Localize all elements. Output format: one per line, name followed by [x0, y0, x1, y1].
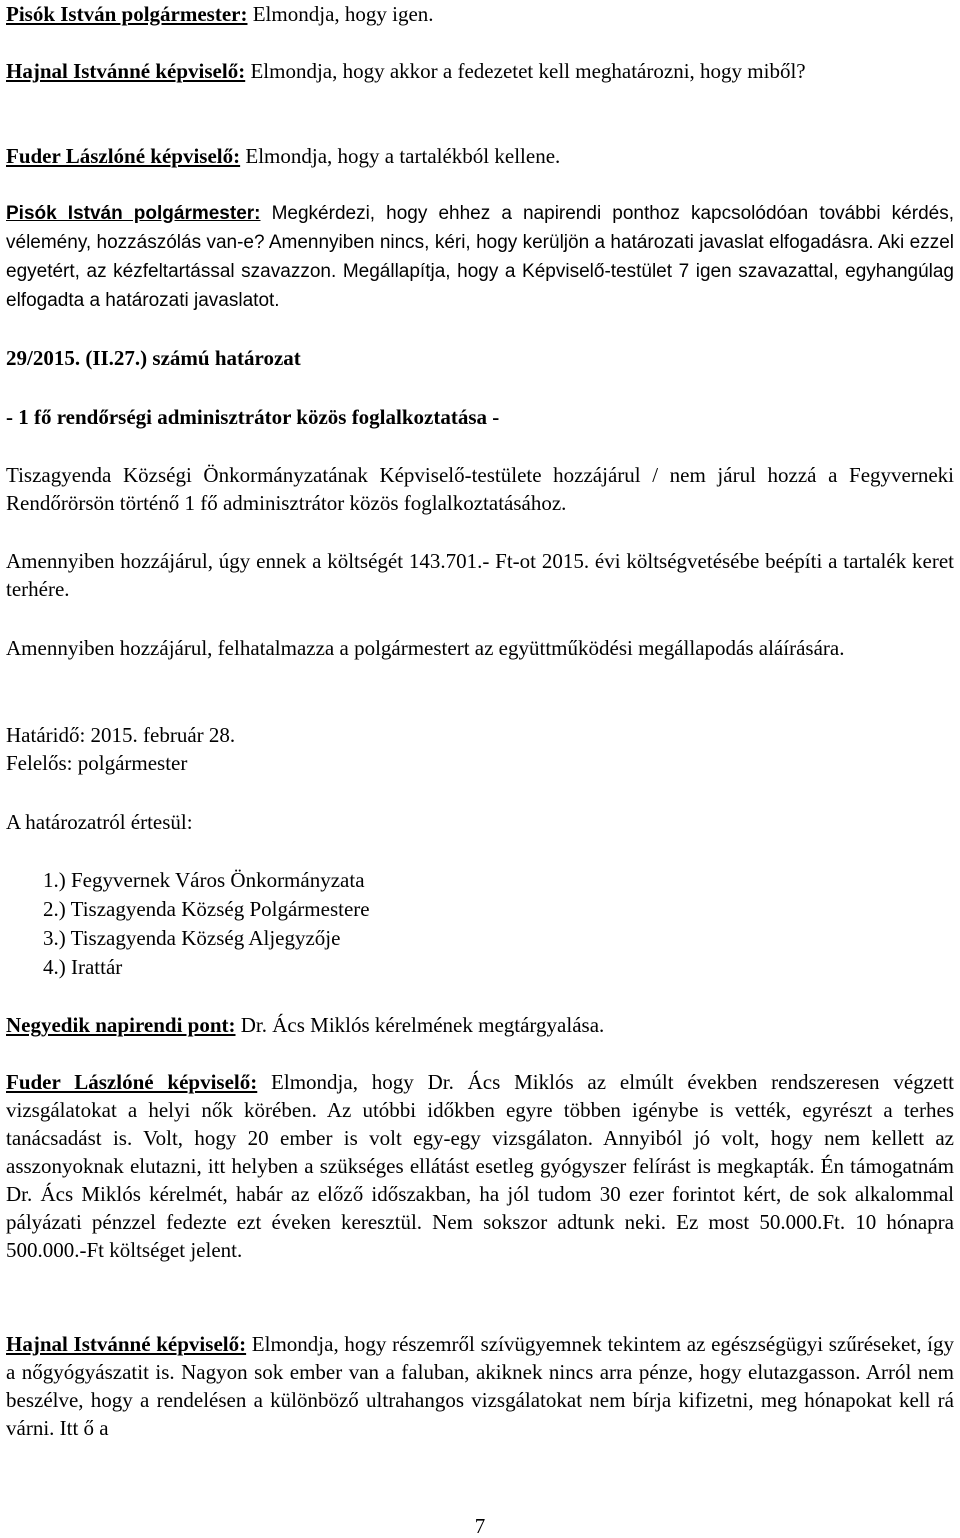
list-item: 1.) Fegyvernek Város Önkormányzata — [43, 868, 365, 892]
paragraph-hajnal-question — [6, 57, 954, 85]
list-item: 2.) Tiszagyenda Község Polgármestere — [43, 897, 370, 921]
paragraph-fuder-reserve — [6, 142, 954, 170]
paragraph-mayor-vote — [6, 199, 954, 315]
resolution-number: 29/2015. (II.27.) számú határozat — [6, 346, 301, 370]
resolution-body-cost: Amennyiben hozzájárul, úgy ennek a költségét 143.701.- Ft-ot 2015. évi költségvetésébe beépíti a tartalék keret terhére. — [6, 549, 954, 601]
paragraph-hajnal-screenings — [6, 1330, 954, 1442]
resolution-subject: - 1 fő rendőrségi adminisztrátor közös foglalkoztatása - — [6, 405, 500, 429]
agenda-item-four — [6, 1011, 954, 1039]
notify-list — [43, 866, 370, 982]
paragraph-text: Elmondja, hogy akkor a fedezetet kell meghatározni, hogy miből? — [245, 59, 806, 83]
speaker-label: Pisók István polgármester: — [6, 203, 261, 224]
speaker-label: Fuder Lászlóné képviselő: — [6, 1070, 258, 1094]
resolution-responsible: Felelős: polgármester — [6, 751, 188, 775]
notify-title: A határozatról értesül: — [6, 810, 193, 834]
list-item: 3.) Tiszagyenda Község Aljegyzője — [43, 926, 341, 950]
resolution-body-authorization: Amennyiben hozzájárul, felhatalmazza a polgármestert az együttműködési megállapodás aláírására. — [6, 636, 845, 660]
paragraph-text: Elmondja, hogy részemről szívügyemnek tekintem az egészségügyi szűréseket, így a nőgyógyászatit is. Nagyon sok ember van a faluban, akiknek nincs arra pénze, hogy elutazgasson. Arról nem beszélve, hogy a rendelésen a különböző ultrahangos vizsgálatokat nem bírja kifizetni, meg hónapokat kell rá várni. Itt ő a — [6, 1332, 954, 1440]
paragraph-text: Elmondja, hogy igen. — [247, 2, 434, 26]
list-item: 4.) Irattár — [43, 955, 123, 979]
speaker-label: Pisók István polgármester: — [6, 2, 248, 26]
paragraph-mayor-yes — [6, 0, 954, 28]
paragraph-text: Elmondja, hogy Dr. Ács Miklós az elmúlt években rendszeresen végzett vizsgálatokat a helyi nők körében. Az utóbbi időkben egyre többen igénybe is vették, egyrészt a terhes tanácsadást is. Volt, hogy 20 ember is volt egy-egy vizsgálaton. Annyiból jó volt, hogy nem kellett az asszonyoknak elutazni, itt helyben a szükséges ellátást esetleg gyógyszer felírást is megkapták. Én támogatnám Dr. Ács Miklós kérelmét, habár az előző időszakban, ha jól tudom 30 ezer forintot kért, de sok alkalommal pályázati pénzzel fedezte ezt éveken keresztül. Nem sokszor adtunk neki. Ez most 50.000.Ft. 10 hónapra 500.000.-Ft költséget jelent. — [6, 1070, 955, 1262]
speaker-label: Hajnal Istvánné képviselő: — [6, 59, 246, 83]
paragraph-text: Elmondja, hogy a tartalékból kellene. — [240, 144, 561, 168]
agenda-label: Negyedik napirendi pont: — [6, 1013, 236, 1037]
paragraph-fuder-support — [6, 1068, 954, 1264]
resolution-deadline: Határidő: 2015. február 28. — [6, 723, 236, 747]
agenda-text: Dr. Ács Miklós kérelmének megtárgyalása. — [235, 1013, 605, 1037]
resolution-body-consent: Tiszagyenda Községi Önkormányzatának Képviselő-testülete hozzájárul / nem járul hozzá a Fegyverneki Rendőrörsön történő 1 fő adminisztrátor közös foglalkoztatásához. — [6, 463, 954, 515]
page-number: 7 — [474, 1514, 486, 1538]
speaker-label: Hajnal Istvánné képviselő: — [6, 1332, 247, 1356]
paragraph-text: Megkérdezi, hogy ehhez a napirendi ponthoz kapcsolódóan további kérdés, vélemény, hozzászólás van-e? Amennyiben nincs, kéri, hogy kerüljön a határozati javaslat elfogadásra. Aki ezzel egyetért, az kézfeltartással szavazzon. Megállapítja, hogy a Képviselő-testület 7 igen szavazattal, egyhangúlag elfogadta a határozati javaslatot. — [6, 203, 954, 311]
speaker-label: Fuder Lászlóné képviselő: — [6, 144, 241, 168]
